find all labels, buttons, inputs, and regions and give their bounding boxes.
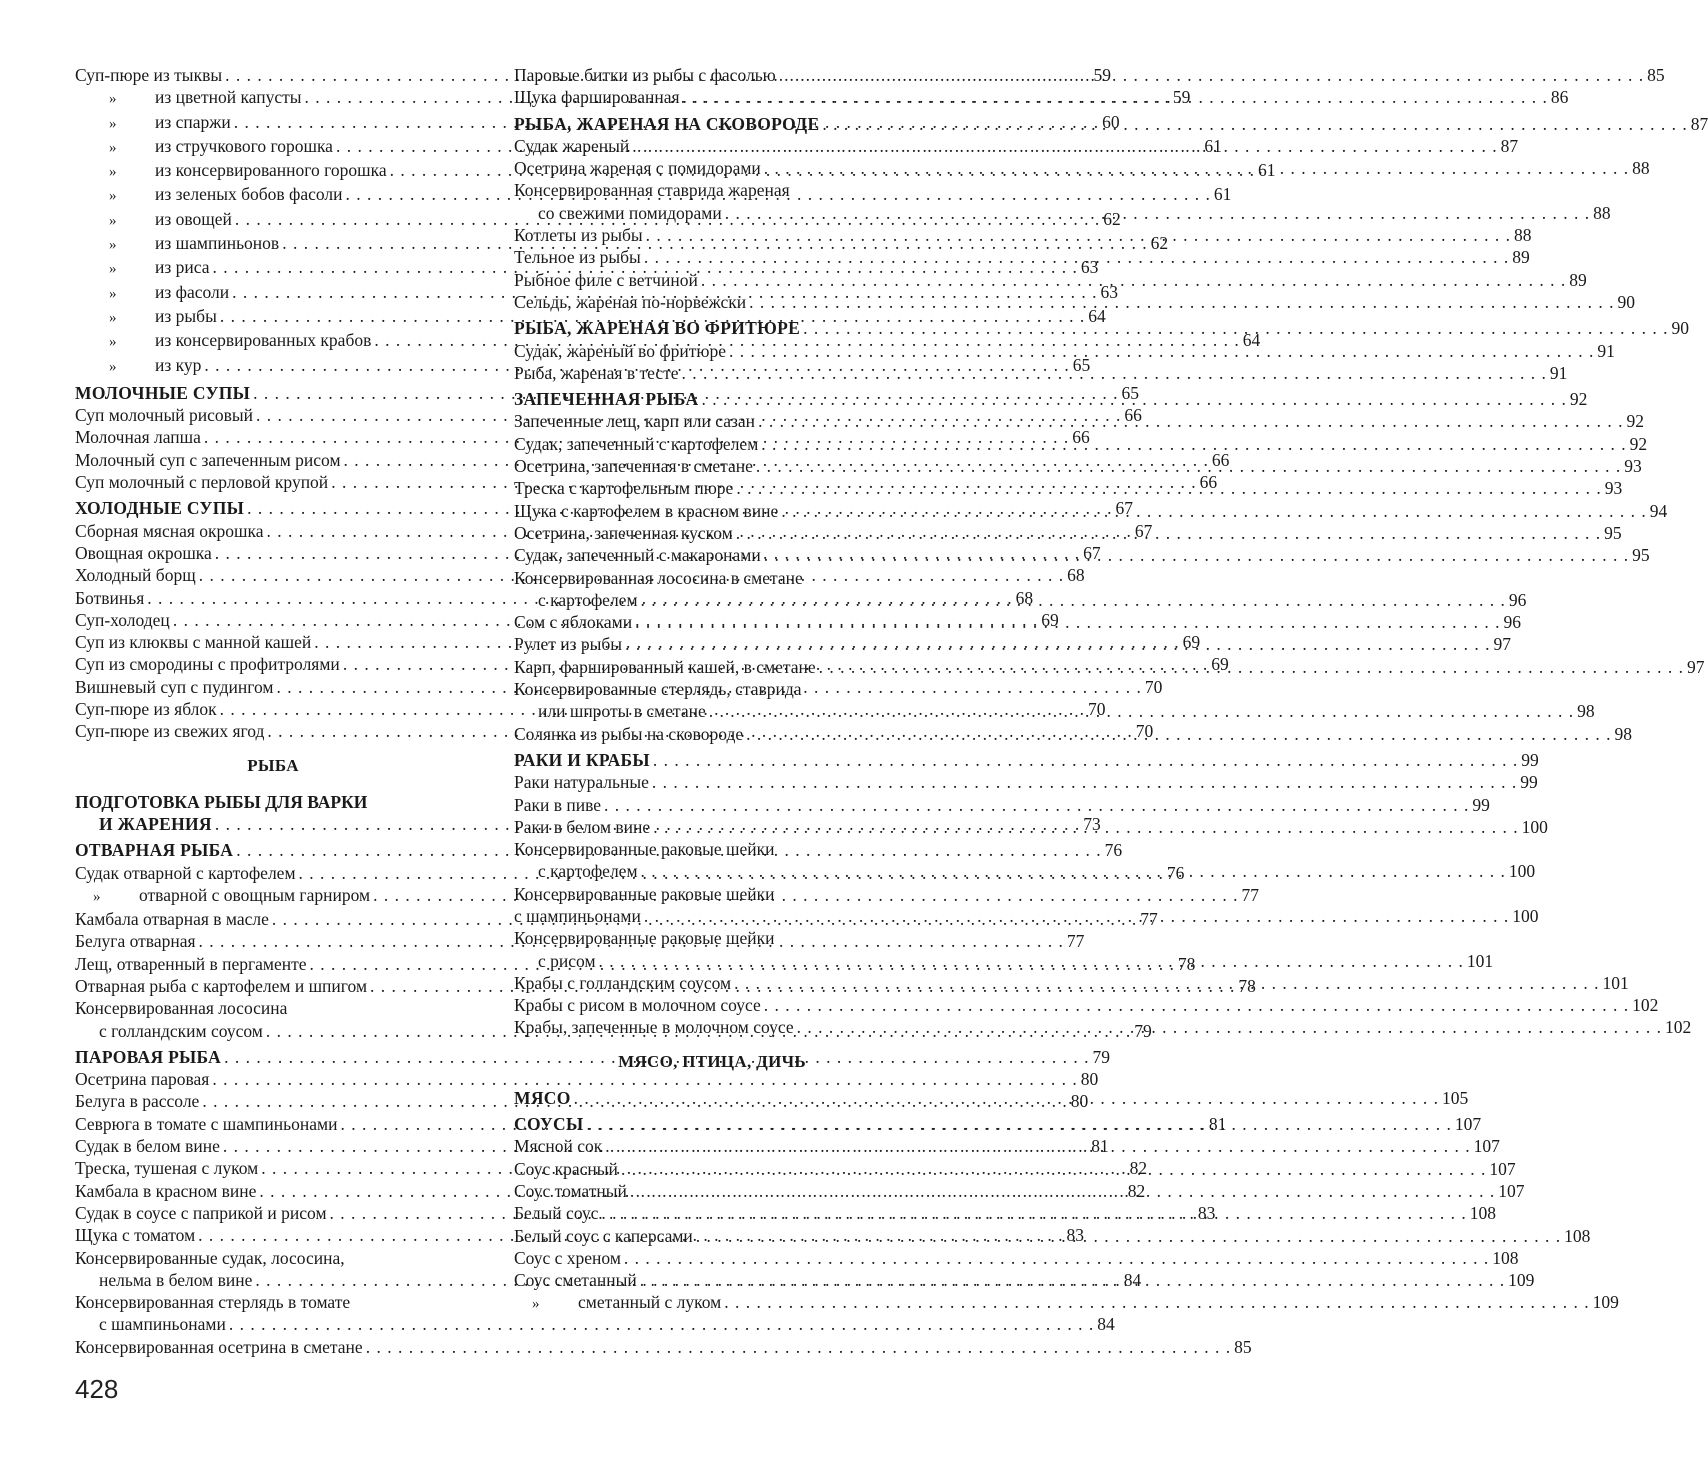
toc-entry: Раки в пиве . . . 99: [514, 794, 910, 816]
toc-entry: Судак в белом вине . . . 81: [75, 1135, 471, 1157]
toc-entry-first-line: Консервированные раковые шейки: [514, 883, 775, 904]
toc-entry: » из консервированного горошка . . . 61: [75, 159, 471, 183]
toc-entry: Крабы с голландским соусом . . . 101: [514, 972, 910, 994]
toc-entry: Белый соус . . . 108: [514, 1202, 910, 1224]
toc-entry-continued: с рисом . . . 101: [514, 950, 910, 972]
page-number: 428: [75, 1374, 119, 1404]
toc-entry-first-line: Консервированная лососина: [75, 998, 288, 1019]
toc-entry-continued: нельма в белом вине . . . 84: [75, 1269, 471, 1291]
toc-entry: Овощная окрошка . . . 67: [75, 542, 471, 564]
toc-entry: Белый соус с каперсами . . . 108: [514, 1225, 910, 1247]
toc-chapter-heading: ПОДГОТОВКА РЫБЫ ДЛЯ ВАРКИ: [75, 791, 368, 812]
toc-entry-first-line: Консервированные раковые шейки: [514, 839, 775, 860]
toc-chapter-heading: МЯСО . . . 105: [514, 1087, 910, 1109]
toc-entry: Молочный суп с запеченным рисом . . . 66: [75, 449, 471, 471]
toc-entry: Ботвинья . . . 68: [75, 587, 471, 609]
toc-entry: Белуга в рассоле . . . 80: [75, 1090, 471, 1112]
toc-entry: Осетрина жареная с помидорами . . . 88: [514, 157, 910, 179]
toc-entry: Щука фаршированная . . . 86: [514, 86, 910, 108]
toc-entry: Котлеты из рыбы . . . 88: [514, 224, 910, 246]
toc-entry: Треска с картофельным пюре . . . 93: [514, 477, 910, 499]
toc-entry: Судак жареный . . . 87: [514, 135, 910, 157]
toc-entry: Раки натуральные . . . 99: [514, 771, 910, 793]
toc-entry: Рыбное филе с ветчиной . . . 89: [514, 269, 910, 291]
toc-entry: » из овощей . . . 62: [75, 208, 471, 232]
toc-entry: Судак, жареный во фритюре . . . 91: [514, 340, 910, 362]
toc-entry: Белуга отварная . . . 77: [75, 930, 471, 952]
toc-chapter-heading: РЫБА, ЖАРЕНАЯ НА СКОВОРОДЕ . . . 87: [514, 113, 910, 135]
toc-entry: Судак, запеченный с макаронами . . . 95: [514, 544, 910, 566]
toc-chapter-heading-continued: И ЖАРЕНИЯ . . . 73: [75, 813, 471, 835]
toc-chapter-heading: РАКИ И КРАБЫ . . . 99: [514, 749, 910, 771]
toc-entry: Севрюга в томате с шампиньонами . . . 81: [75, 1113, 471, 1135]
toc-entry: Лещ, отваренный в пергаменте . . . 78: [75, 953, 471, 975]
toc-entry: Паровые битки из рыбы с фасолью . . . 85: [514, 64, 910, 86]
toc-chapter-heading: ОТВАРНАЯ РЫБА . . . 76: [75, 839, 471, 861]
toc-entry: Суп-пюре из свежих ягод . . . 70: [75, 720, 471, 742]
toc-chapter-heading: МОЛОЧНЫЕ СУПЫ . . . 65: [75, 382, 471, 404]
toc-entry: » из стручкового горошка . . . 61: [75, 135, 471, 159]
toc-entry-first-line: Консервированная ставрида жареная: [514, 180, 790, 201]
toc-entry: » из спаржи . . . 60: [75, 111, 471, 135]
toc-chapter-heading: ПАРОВАЯ РЫБА . . . 79: [75, 1046, 471, 1068]
toc-chapter-heading: ЗАПЕЧЕННАЯ РЫБА . . . 92: [514, 388, 910, 410]
toc-entry: Судак, запеченный с картофелем . . . 92: [514, 433, 910, 455]
toc-entry: Тельное из рыбы . . . 89: [514, 246, 910, 268]
toc-entry: Осетрина, запеченная в сметане . . . 93: [514, 455, 910, 477]
toc-entry: » из шампиньонов . . . 62: [75, 232, 471, 256]
toc-entry-continued: с картофелем . . . 100: [514, 860, 910, 882]
toc-entry: Треска, тушеная с луком . . . 82: [75, 1157, 471, 1179]
section-title-fish: РЫБА: [247, 755, 299, 775]
toc-entry: Рыба, жареная в тесте . . . 91: [514, 362, 910, 384]
toc-entry: Суп из смородины с профитролями . . . 69: [75, 653, 471, 675]
toc-entry-continued: со свежими помидорами . . . 88: [514, 202, 910, 224]
toc-entry: Рулет из рыбы . . . 97: [514, 633, 910, 655]
toc-entry: » сметанный с луком . . . 109: [514, 1291, 910, 1315]
toc-entry: Отварная рыба с картофелем и шпигом . . . 78: [75, 975, 471, 997]
toc-entry: » из консервированных крабов . . . 64: [75, 329, 471, 353]
toc-entry: » из кур . . . 65: [75, 354, 471, 378]
toc-entry: Соус красный . . . 107: [514, 1158, 910, 1180]
toc-entry-continued: с шампиньонами . . . 100: [514, 905, 910, 927]
toc-entry: Раки в белом вине . . . 100: [514, 816, 910, 838]
toc-entry-first-line: Консервированная стерлядь в томате: [75, 1292, 351, 1313]
toc-entry: Суп-пюре из яблок . . . 70: [75, 698, 471, 720]
toc-entry: Суп-пюре из тыквы . . . 59: [75, 64, 471, 86]
toc-entry: Запеченные лещ, карп или сазан . . . 92: [514, 410, 910, 432]
toc-entry: Сом с яблоками . . . 96: [514, 611, 910, 633]
toc-entry: Судак отварной с картофелем . . . 76: [75, 862, 471, 884]
toc-entry: Соус сметанный . . . 109: [514, 1269, 910, 1291]
toc-entry: Сборная мясная окрошка . . . 67: [75, 520, 471, 542]
toc-entry: » из фасоли . . . 63: [75, 281, 471, 305]
toc-entry-first-line: Консервированные судак, лососина,: [75, 1247, 345, 1268]
toc-entry: » из рыбы . . . 64: [75, 305, 471, 329]
toc-entry: Суп-холодец . . . 69: [75, 609, 471, 631]
toc-entry-continued: с картофелем . . . 96: [514, 589, 910, 611]
toc-entry-first-line: Консервированные стерлядь, ставрида: [514, 679, 802, 700]
toc-entry: Камбала отварная в масле . . . 77: [75, 908, 471, 930]
toc-entry: Сельдь, жареная по-норвежски . . . 90: [514, 291, 910, 313]
toc-entry: Осетрина, запеченная куском . . . 95: [514, 522, 910, 544]
toc-entry-continued: с голландским соусом . . . 79: [75, 1020, 471, 1042]
toc-entry: Молочная лапша . . . 66: [75, 426, 471, 448]
toc-entry: Соус с хреном . . . 108: [514, 1247, 910, 1269]
toc-entry-first-line: Консервированные раковые шейки: [514, 928, 775, 949]
toc-entry: Камбала в красном вине . . . 82: [75, 1180, 471, 1202]
toc-chapter-heading: РЫБА, ЖАРЕНАЯ ВО ФРИТЮРЕ . . . 90: [514, 317, 910, 339]
toc-entry: » из зеленых бобов фасоли . . . 61: [75, 183, 471, 207]
toc-entry: Крабы, запеченные в молочном соусе . . . 102: [514, 1016, 910, 1038]
toc-entry: Холодный борщ . . . 68: [75, 564, 471, 586]
toc-entry: » отварной с овощным гарниром . . . 77: [75, 884, 471, 908]
toc-entry: Соус томатный . . . 107: [514, 1180, 910, 1202]
toc-entry: Карп, фаршированный кашей, в сметане . . . 97: [514, 656, 910, 678]
toc-entry: Суп молочный рисовый . . . 66: [75, 404, 471, 426]
toc-chapter-heading: ХОЛОДНЫЕ СУПЫ . . . 67: [75, 497, 471, 519]
toc-entry-continued: или шпроты в сметане . . . 98: [514, 700, 910, 722]
toc-entry-first-line: Консервированная лососина в сметане: [514, 567, 803, 588]
toc-entry: Консервированная осетрина в сметане . . . 85: [75, 1336, 471, 1358]
toc-entry-continued: с шампиньонами . . . 84: [75, 1313, 471, 1335]
toc-entry: Суп молочный с перловой крупой . . . 66: [75, 471, 471, 493]
toc-entry: Судак в соусе с паприкой и рисом . . . 83: [75, 1202, 471, 1224]
toc-entry: Крабы с рисом в молочном соусе . . . 102: [514, 994, 910, 1016]
section-title-meat: МЯСО, ПТИЦА, ДИЧЬ: [618, 1051, 806, 1071]
toc-entry: Осетрина паровая . . . 80: [75, 1068, 471, 1090]
toc-entry: Мясной сок . . . 107: [514, 1135, 910, 1157]
toc-entry: Щука с картофелем в красном вине . . . 94: [514, 500, 910, 522]
toc-entry: » из цветной капусты . . . 59: [75, 86, 471, 110]
toc-entry: Вишневый суп с пудингом . . . 70: [75, 676, 471, 698]
toc-entry: » из риса . . . 63: [75, 256, 471, 280]
toc-entry: Щука с томатом . . . 83: [75, 1224, 471, 1246]
toc-entry: Суп из клюквы с манной кашей . . . 69: [75, 631, 471, 653]
toc-chapter-heading: СОУСЫ . . . 107: [514, 1113, 910, 1135]
toc-entry: Солянка из рыбы на сковороде . . . 98: [514, 723, 910, 745]
